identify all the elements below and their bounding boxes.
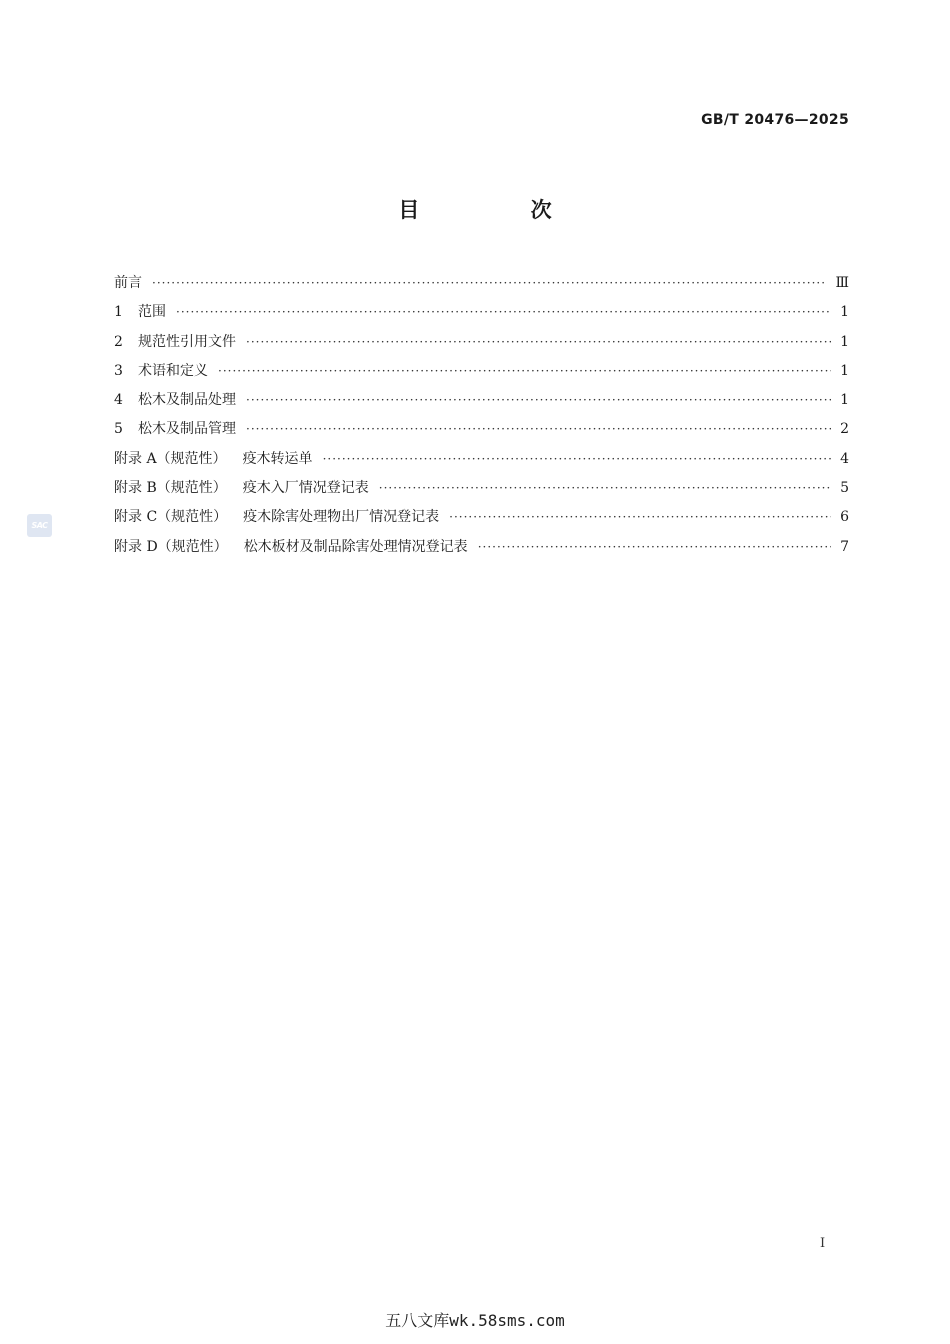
toc-entry-text xyxy=(114,361,208,381)
toc-entry-text xyxy=(114,419,236,439)
dot-leader xyxy=(246,419,831,439)
toc-entry-label: 松木及制品处理 xyxy=(138,392,236,409)
dot-leader xyxy=(246,390,831,410)
toc-entry-text xyxy=(114,478,369,498)
toc-item-appendix-a[interactable] xyxy=(114,449,849,478)
toc-section-number: 4 xyxy=(114,392,123,409)
dot-leader xyxy=(379,478,831,498)
toc-page-number: 1 xyxy=(840,392,849,409)
toc-page-number: 1 xyxy=(840,362,849,379)
toc-entry-label: 前言 xyxy=(114,275,142,291)
toc-page-number: 1 xyxy=(840,333,849,350)
dot-leader xyxy=(478,537,831,557)
toc-title: 目 次 xyxy=(398,198,604,222)
toc-entry-text xyxy=(114,390,236,410)
toc-item-appendix-d[interactable] xyxy=(114,537,849,566)
toc-page-number: 4 xyxy=(840,450,849,467)
toc-entry-label: 疫木除害处理物出厂情况登记表 xyxy=(243,509,440,526)
toc-item-scope[interactable] xyxy=(114,302,849,331)
toc-entry-text xyxy=(114,302,166,322)
toc-section-number: 2 xyxy=(114,333,123,350)
toc-appendix-number: 附录 D（规范性） xyxy=(114,538,228,555)
toc-page-number: 7 xyxy=(840,538,849,555)
dot-leader xyxy=(323,449,831,469)
dot-leader xyxy=(218,361,831,381)
sac-watermark-logo: SAC xyxy=(27,514,52,537)
toc-entry-text xyxy=(114,449,313,469)
toc-entry-label: 松木板材及制品除害处理情况登记表 xyxy=(243,538,468,555)
site-watermark-text: 五八文库wk.58sms.com xyxy=(385,1311,565,1330)
toc-item-appendix-b[interactable] xyxy=(114,478,849,507)
toc-entry-label: 疫木入厂情况登记表 xyxy=(242,480,369,497)
toc-appendix-number: 附录 A（规范性） xyxy=(114,450,227,467)
toc-page-number: Ⅲ xyxy=(835,275,849,291)
dot-leader xyxy=(246,332,831,352)
toc-item-management[interactable] xyxy=(114,419,849,448)
toc-item-normative-references[interactable] xyxy=(114,332,849,361)
toc-page-number: 6 xyxy=(840,509,849,526)
toc-entry-text xyxy=(114,332,236,352)
toc-entry-label: 范围 xyxy=(138,304,166,321)
toc-entry-label: 松木及制品管理 xyxy=(138,421,236,438)
toc-entry-text xyxy=(114,537,468,557)
toc-section-number: 5 xyxy=(114,421,123,438)
standard-number: GB/T 20476—2025 xyxy=(701,112,849,128)
table-of-contents xyxy=(114,273,849,566)
toc-appendix-number: 附录 B（规范性） xyxy=(114,480,227,497)
toc-appendix-number: 附录 C（规范性） xyxy=(114,509,228,526)
toc-item-treatment[interactable] xyxy=(114,390,849,419)
toc-entry-label: 疫木转运单 xyxy=(242,450,313,467)
toc-page-number: 1 xyxy=(840,304,849,321)
toc-entry-text xyxy=(114,273,142,293)
toc-entry-label: 术语和定义 xyxy=(138,362,208,379)
dot-leader xyxy=(176,302,831,322)
toc-entry-text xyxy=(114,507,439,527)
dot-leader xyxy=(449,507,831,527)
toc-item-foreword[interactable] xyxy=(114,273,849,302)
toc-section-number: 3 xyxy=(114,362,123,379)
dot-leader xyxy=(152,273,827,293)
toc-item-terms-definitions[interactable] xyxy=(114,361,849,390)
toc-section-number: 1 xyxy=(114,304,123,321)
toc-entry-label: 规范性引用文件 xyxy=(138,333,236,350)
toc-item-appendix-c[interactable] xyxy=(114,507,849,536)
page-number: I xyxy=(820,1236,826,1251)
toc-page-number: 5 xyxy=(840,480,849,497)
toc-page-number: 2 xyxy=(840,421,849,438)
